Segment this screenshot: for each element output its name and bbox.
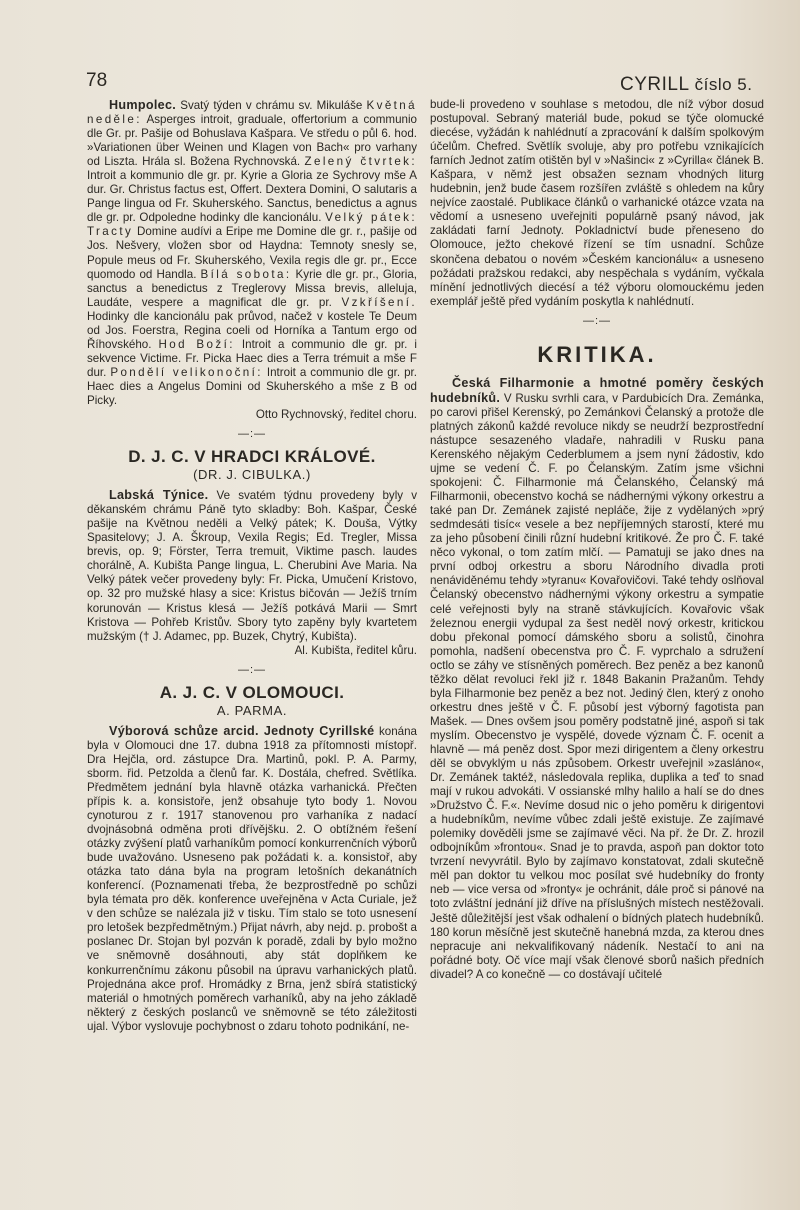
labska-tynice-report <box>87 488 417 658</box>
report-text: Kyrie dle gr. pr., Gloria, sanctus a benedictus z Treglerovy Missa brevis, alleluja, Laudáte, vespere a magnificat dle gr. pr. <box>87 267 418 309</box>
section-divider: —:— <box>582 314 612 327</box>
running-head <box>620 74 752 96</box>
section-divider: —:— <box>237 428 267 441</box>
liturgical-day-label: Pondělí velikonoční: <box>110 365 263 379</box>
liturgical-day-label: Zelený čtvrtek: <box>304 155 417 169</box>
page-number: 78 <box>86 70 108 91</box>
report-text: Introit a communio dle gr. pr. Haec dies a Angelus Domini od Skuherského a mše z B od Picky. <box>87 365 417 407</box>
liturgical-day-label: Tracty <box>87 225 134 239</box>
liturgical-day-label: Hod Boží: <box>158 337 235 351</box>
article-lead: Česká Filharmonie a hmotné poměry českých hudebníků. <box>430 375 764 405</box>
report-body: Ve svatém týdnu provedeny byly v děkanském chrámu Páně tyto skladby: Boh. Kašpar, České pašije na Květnou neděli a Velký pátek; K. Douša, Výtky Spasitelovy; J. A. Škroup, Vexila Regis; Ed. Tregler, Missa brevis, op. 9; Förster, Terra tremuit, Viktime pasch. laudes chorálně, A. Kubišta Pange lingua, L. Cherubini Ave Maria. Na Velký pátek večer provedeny byly: Fr. Picka, Umučení Kristovo, op. 32 pro mužské hlasy a sice: Kristus bičován — Ježíš trním korunován — Kristus klesá — Ježíš potkává Marii — Smrt Kristova — Pohřeb Kristův. Sbory tyto zapěny byly kvartetem mužským († J. Adamec, pp. Buzek, Chytrý, Kubišta). <box>87 489 417 643</box>
kritika-article <box>430 376 764 982</box>
liturgical-day-label: Vzkříšení. <box>341 295 417 309</box>
left-column <box>87 98 417 1034</box>
report-signature: Otto Rychnovský, ředitel choru. <box>255 408 417 422</box>
report-text: Asperges introit, graduale, offertorium a communio dle Gr. pr. Pašije od Bohuslava Kašpara. Ve středu o půl 6. hod. »Variationen über Weinen und Klagen von Bach« pro varhany od Liszta. Hrála sl. Božena Rychnovská. <box>87 113 417 169</box>
olomouc-meeting-report <box>87 724 417 1034</box>
report-text: Domine audívi a Eripe me Domine dle gr. r., pašije od Jos. Nešvery, vložen sbor od Haydna: Temnoty snesly se, Popule meus od Fr. Skuherského, Vexila regis dle gr. pr., Ecce quomodo od Handla. <box>87 225 417 281</box>
report-text: Hodinky dle kancionálu pak průvod, načež v kostele Te Deum od Jos. Foerstra, Regina coeli od Horníka a Tantum ergo od Říhovského. <box>87 309 417 351</box>
report-body <box>87 99 417 407</box>
article-body: V Rusku svrhli cara, v Pardubicích Dra. Zemánka, po carovi přišel Kerenský, po Zemánkovi Čelanský a protože dle platných zákonů každé revoluce nikdy se neudrží bezprostřední nástupce sesazeného vladaře, nahradili v Rusku pana Kerenského nějakým Cederblumem a jsem nyní žádostiv, kdo ujme se vedení Č. F. po Čelanským. Zatím jsme všichni spokojeni: Č. Filharmonie má Čelanského, Čelanský má Filharmonii, obecenstvo kochá se nádhernými výkony orkestru a také pan Dr. Zemánek zajisté nepláče, žije z vydělaných »prý sedmdesáti tisíc« vesele a bez nepříjemných starostí, které mu za jeho působení činili různí hudební kritikové. Že pro Č. F. také něco vykonal, o tom zatím mlčí. — Pamatuji se jako dnes na první odboj orkestru a sboru Národního divadla proti nenáviděnému tehdy »tyranu« Kovařovičovi. Také tehdy oslňoval Čelanský obecenstvo nádhernými výkony orkestru a sympatie celé veřejnosti byly na straně stávkujících. Kovařovic však železnou energii vydupal za šest neděl nový orkestr, kritickou dobu překonal pomocí dámského sboru a solistů, činohra pomohla, nadšení obecenstva pro Č. F. vyprchalo a sdružení octlo se záhy ve stísněných poměrech. Bez peněz a bez kanonů těžko dělat revoluci řekl již r. 1848 Bakanin Pražanům. Tehdy byla Filharmonie bez peněz a bez not. Jediný člen, který z onoho orkestru dnes ještě v Č. F. působí jest výborný fagotista pan Mašek. — Dnes ovšem jsou poměry podstatně jiné, aspoň si tak myslím. Obecenstvo je vyspělé, dovede význam Č. F. ocenit a hlavně — má peněz dost. Spor mezi dirigentem a členy orkestru děl se obvyklým u nás způsobem. Orkestr uveřejnil »zasláno«, Dr. Zemánek taktéž, následovala replika, duplika a teď to snad mají v rukou advokáti. V ossianské mlhy halilo a halí se do dnes »Družstvo Č. F.«. Nevíme dosud nic o jeho poměru k dirigentovi a hudebníkům, nevíme vůbec zdali ještě existuje. Ze zajímavé polemiky dověděli jsme se zajímavé věci. Na př. že Dr. Z. hrozil odbojníkům »frontou«. Snad je to pravda, aspoň pan doktor toto tvrzení nevyvrátil. Bylo by zajímavo konstatovat, zdali skutečně měl pan doktor tu velkou moc posílat své hudebníky do fronty neb — vice versa od »fronty« je ochránit, dále proč si pánové na toto zvláštní jednání již dříve na příslušných místech nestěžovali. Ještě důležitější jest však odhalení o bídných platech hudebníků. 180 korun měsíčně jest skutečně hanebná mzda, za kterou dnes nepracuje ani nekvalifikovaný nádeník. Nestačí to ani na pořádné boty. Oč více mají však členové sborů našich předních divadel? A co konečně — co dostávají učitelé <box>430 391 764 981</box>
report-lead: Humpolec. <box>109 98 177 112</box>
liturgical-day-label: Květná neděle: <box>87 99 417 127</box>
report-signature: Al. Kubišta, ředitel kůru. <box>294 643 417 657</box>
journal-title: CYRILL <box>620 74 689 95</box>
kritika-heading: KRITIKA. <box>537 341 657 367</box>
continued-report: bude-li provedeno v souhlase s metodou, dle níž výbor dosud postupoval. Sebraný materiál bude, pokud se týče olomucké diecése, vyžádán k nahlédnutí a zpracování k dalším spolkovým účelům. Chefred. Světlík svoluje, aby pro potřebu vznikajících farních Jednot zatím otištěn byl v »Našinci« z »Cyrilla« článek B. Kašpara, v němž jest obsažen seznam vhodných liturg hudebnin, jenž bude časem rozšířen zvláště s ohledem na kůry nejvíce zaostalé. Publikace článků o varhanické otázce vzata na vědomí a usneseno uveřejniti populárně psaný návod, jak zakládati farní Jednoty. Pokladnictví bude přeneseno do Olomouce, ježto chekové řízení se tím usnadní. Schůze skončena debatou o novém »Českém kancionálu« a usneseno požádati pražskou redakci, aby nespěchala s vydáním, vyčkala mínění jednotlivých diecésí a též výboru olomouckému jeden exemplář ještě před vydáním poskytla k nahlédnutí. <box>430 98 764 308</box>
section-subtitle: (DR. J. CIBULKA.) <box>193 467 311 483</box>
report-text: Svatý týden v chrámu sv. Mikuláše <box>176 99 367 112</box>
report-lead: Labská Týnice. <box>109 488 209 503</box>
report-body: konána byla v Olomouci dne 17. dubna 1918 za přítomnosti místopř. Dra Hejčla, ord. zástupce Dra. Martinů, pokl. P. A. Parmy, sborm. řid. Petzolda a členů far. K. Dostála, chefred. Světlíka. Předmětem jednání byla hlavně otázka varhanická. Přečten přípis k. a. konsistoře, jenž obsahuje tyto body 1. Novou cynoturou z r. 1917 stanovenou pro varhaníka z nadací dvojnásobná odměna proti dřívějšku. 2. O obtížném řešení otázky zvýšení platů varhaníkům pomocí konkurrenčních výborů bude uvažováno. Usneseno pak požádati k. a. konsistoř, aby otázka tato dána byla na program letošních dekanátních konferencí. (Poznamenati třeba, že bezprostředně po schůzi byla témata pro děk. konference uveřejněna v Acta Curiale, jež v den schůze se nalézala již v tisku. Tím stalo se toto usnesení pro letošek bezpředmětným.) Přijat návrh, aby nejd. p. probošt a poslanec Dr. Stojan byl pozván k poradě, zdali by bylo možno ve sněmovně dosáhnouti, aby stát doplňkem ke konkurrenčnímu zákonu působil na úpravu varhanických platů. Projednána akce prof. Hromádky z Brna, jenž sbírá statistický materiál o hmotných poměrech varhaníků, aby na jeho základě některý z českých poslanců ve sněmovně se této záležitosti ujal. Výbor vyslovuje pochybnost o zdaru tohoto podnikání, ne- <box>87 724 417 1033</box>
section-title: D. J. C. V HRADCI KRÁLOVÉ. <box>128 447 376 467</box>
report-text: Introit a communio dle gr. pr. i sekvence Victime. Fr. Picka Haec dies a Terra trémuit a mše F dur. <box>87 337 417 379</box>
liturgical-day-label: Velký pátek: <box>325 211 417 225</box>
section-divider: —:— <box>237 663 267 676</box>
section-title: A. J. C. V OLOMOUCI. <box>159 682 345 702</box>
section-subtitle: A. PARMA. <box>216 702 288 718</box>
issue-label: číslo 5. <box>694 75 753 94</box>
liturgical-day-label: Bílá sobota: <box>200 267 292 281</box>
report-text: Introit a kommunio dle gr. pr. Kyrie a Gloria ze Sychrovy mše A dur. Gr. Christus factus est, Offert. Dextera Domini, O salutaris a Pange lingua od Fr. Skuherského. Sanctus, benedictus a agnus dle gr. pr. Odpoledne hodinky dle kancionálu. <box>87 169 417 225</box>
right-column <box>430 98 764 982</box>
humpolec-report <box>87 98 417 422</box>
report-lead: Výborová schůze arcid. Jednoty Cyrillské <box>109 723 375 738</box>
